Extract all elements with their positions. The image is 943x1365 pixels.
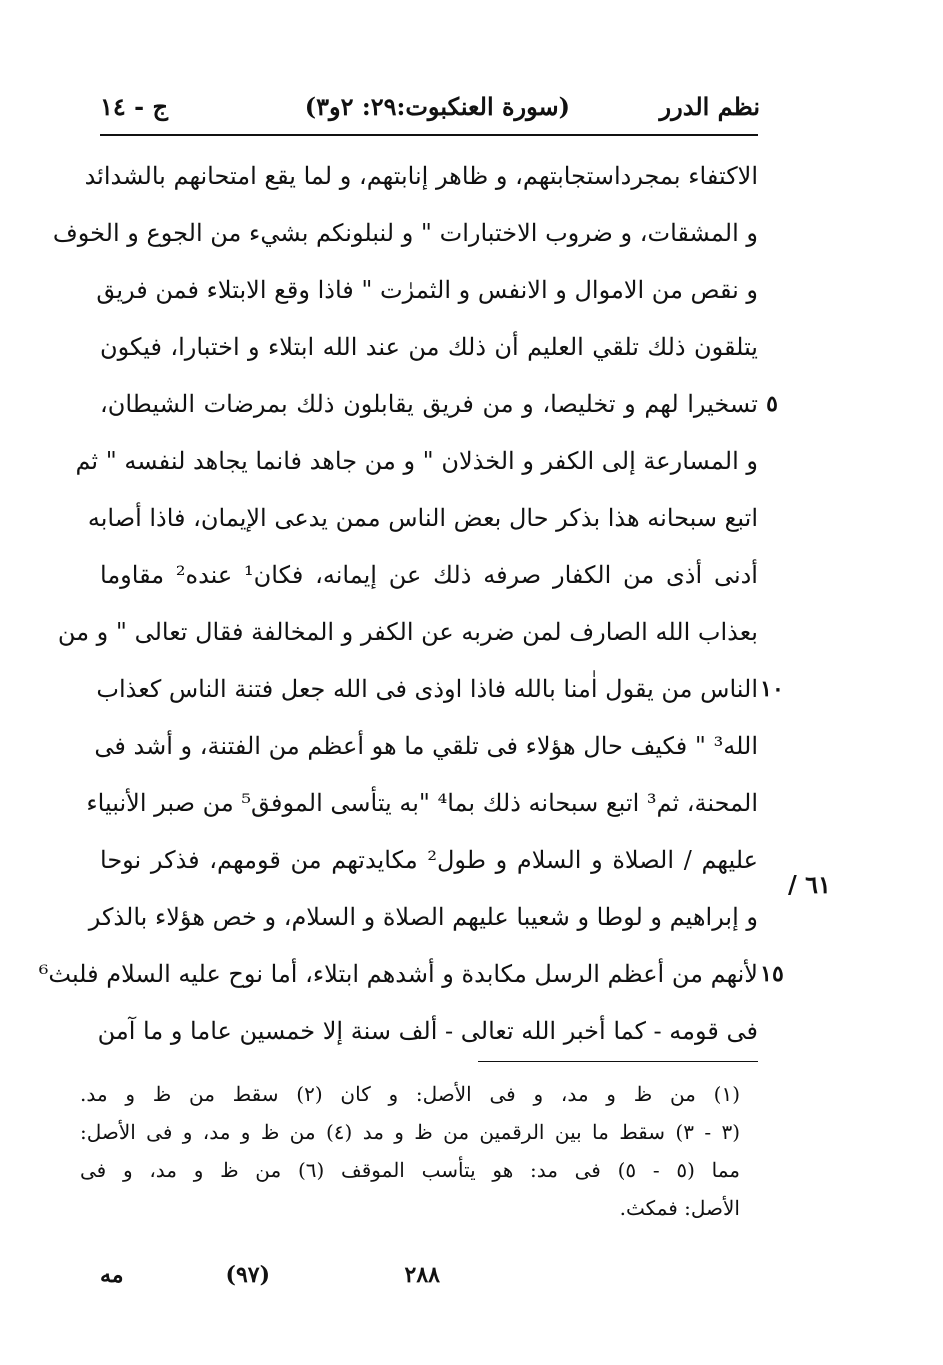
footnote-line-4: الأصل: فمكث. xyxy=(619,1196,740,1220)
signature-mark: مه xyxy=(100,1262,124,1288)
text-line-3: و نقص من الاموال و الانفس و الثمرٰت " فاذا وقع الابتلاء فمن فريق xyxy=(96,276,758,304)
page-footer xyxy=(90,1262,440,1302)
text-line-5: تسخيرا لهم و تخليصا، و من فريق يقابلون ذلك بمرضات الشيطان، xyxy=(100,390,758,418)
footnote-line-3: مما (٥ - ٥) فى مد: هو يتأسب الموقف (٦) من ظ و مد، و فى xyxy=(80,1158,741,1182)
body-text xyxy=(38,148,759,1060)
text-line-4: يتلقون ذلك تلقي العليم أن ذلك من عند الله ابتلاء و اختبارا، فيكون xyxy=(100,333,758,361)
text-line-2: و المشقات، و ضروب الاختبارات " و لنبلونكم بشيء من الجوع و الخوف xyxy=(52,219,758,247)
line-number-5: ٥ xyxy=(766,391,778,417)
manuscript-reference: (٩٧) xyxy=(225,1262,270,1288)
text-line-10: الناس من يقول اٰمنا بالله فاذا اوذى فى الله جعل فتنة الناس كعذاب xyxy=(96,675,758,703)
line-number-15: ١٥ xyxy=(760,961,784,987)
page-number: ٢٨٨ xyxy=(404,1262,440,1288)
text-line-11: الله³ " فكيف حال هؤلاء فى تلقي ما هو أعظم من الفتنة، و أشد فى xyxy=(94,732,758,760)
page-header xyxy=(100,92,760,132)
footnotes xyxy=(80,1075,740,1227)
footnote-line-2: (٣ - ٣) سقط ما بين الرقمين من ظ و مد (٤) من ظ و مد، و فى الأصل: xyxy=(80,1120,741,1144)
text-line-1: الاكتفاء بمجرداستجابتهم، و ظاهر إنابتهم، و لما يقع امتحانهم بالشدائد xyxy=(84,162,758,190)
volume-number: ج - ١٤ xyxy=(100,92,168,121)
surah-reference: (سورة العنكبوت:٢٩: ٢و٣) xyxy=(304,92,570,121)
text-line-9: بعذاب الله الصارف لمن ضربه عن الكفر و المخالفة فقال تعالى " و من xyxy=(57,618,758,646)
book-title: نظم الدرر xyxy=(659,92,760,121)
header-rule xyxy=(100,134,758,136)
line-number-10: ١٠ xyxy=(760,676,784,702)
text-line-16: فى قومه - كما أخبر الله تعالى - ألف سنة إلا خمسين عاما و ما آمن xyxy=(97,1017,758,1045)
text-line-12: المحنة، ثم³ اتبع سبحانه ذلك بما⁴ "به يتأسى الموفق⁵ من صبر الأنبياء xyxy=(86,789,758,817)
text-line-15: لأنهم من أعظم الرسل مكابدة و أشدهم ابتلاء، أما نوح عليه السلام فلبث⁶ xyxy=(38,960,758,988)
text-line-7: اتبع سبحانه هذا بذكر حال بعض الناس ممن يدعى الإيمان، فاذا أصابه xyxy=(87,504,758,532)
manuscript-folio-note: ٦١ / xyxy=(788,870,831,899)
text-line-6: و المسارعة إلى الكفر و الخذلان " و من جاهد فانما يجاهد لنفسه " ثم xyxy=(75,447,758,475)
text-line-14: و إبراهيم و لوطا و شعيبا عليهم الصلاة و السلام، و خص هؤلاء بالذكر xyxy=(88,903,758,931)
footnote-rule xyxy=(478,1061,758,1062)
text-line-13: عليهم / الصلاة و السلام و طول² مكايدتهم من قومهم، فذكر نوحا xyxy=(100,846,759,874)
text-line-8: أدنى أذى من الكفار صرفه ذلك عن إيمانه، فكان¹ عنده² مقاوما xyxy=(100,561,758,589)
footnote-line-1: (١) من ظ و مد، و فى الأصل: و كان (٢) سقط من ظ و مد. xyxy=(80,1082,741,1106)
